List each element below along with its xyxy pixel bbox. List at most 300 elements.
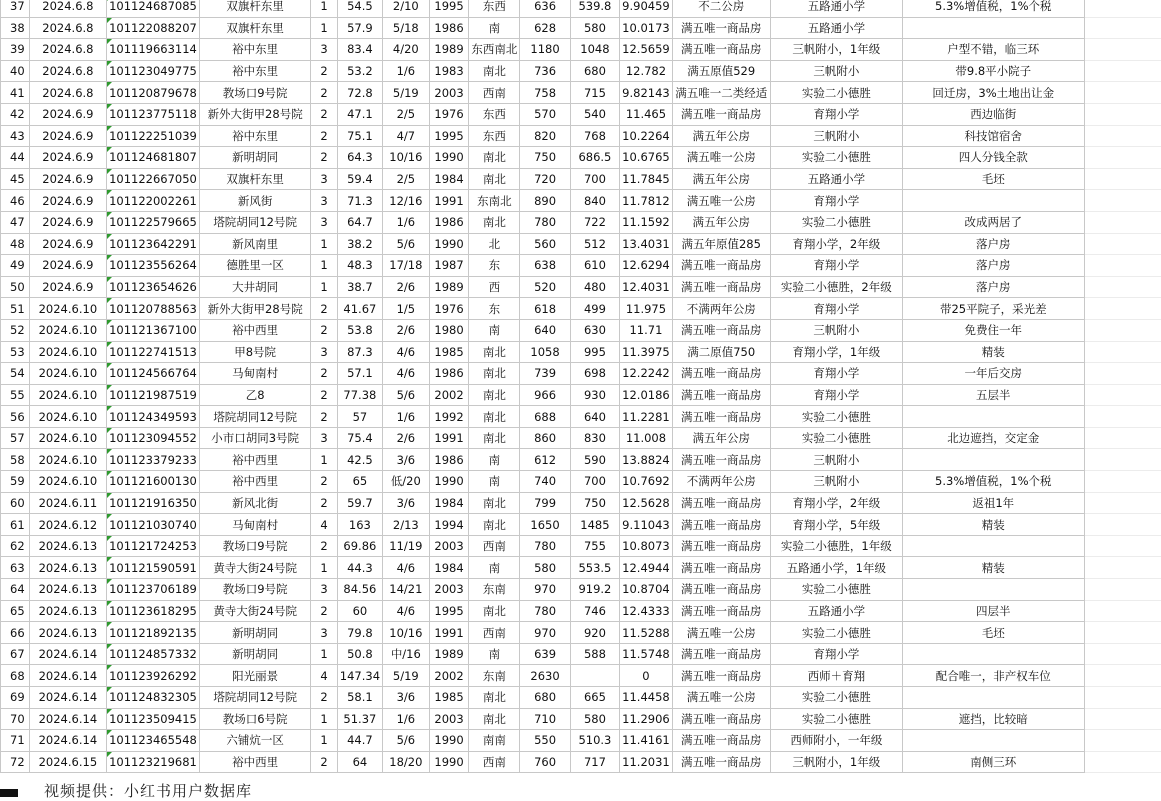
cell-type[interactable]: 满二原值750: [672, 341, 770, 363]
cell-listed[interactable]: 758: [520, 82, 570, 104]
cell-type[interactable]: 满五唯一商品房: [672, 643, 770, 665]
cell-area[interactable]: 53.2: [337, 60, 382, 82]
cell-school[interactable]: 实验二小德胜: [770, 622, 902, 644]
cell-type[interactable]: 满五年原值285: [672, 233, 770, 255]
cell-school[interactable]: 实验二小德胜，1年级: [770, 535, 902, 557]
cell-empty[interactable]: [1084, 211, 1161, 233]
cell-type[interactable]: 满五唯一商品房: [672, 492, 770, 514]
cell-rooms[interactable]: 1: [311, 17, 337, 39]
cell-year[interactable]: 1989: [429, 643, 469, 665]
cell-area[interactable]: 163: [337, 514, 382, 536]
cell-rooms[interactable]: 1: [311, 233, 337, 255]
cell-id[interactable]: 101124566764: [107, 363, 200, 385]
cell-rooms[interactable]: 2: [311, 471, 337, 493]
cell-school[interactable]: 育翔小学，5年级: [770, 514, 902, 536]
table-row[interactable]: [1, 341, 1161, 363]
cell-deal[interactable]: 717: [570, 751, 619, 773]
cell-note[interactable]: 落户房: [902, 255, 1084, 277]
cell-rooms[interactable]: 3: [311, 622, 337, 644]
cell-empty[interactable]: [1084, 255, 1161, 277]
cell-dir[interactable]: 南: [469, 643, 520, 665]
cell-date[interactable]: 2024.6.8: [29, 82, 106, 104]
cell-year[interactable]: 1995: [429, 600, 469, 622]
cell-listed[interactable]: 966: [520, 384, 570, 406]
cell-deal[interactable]: 768: [570, 125, 619, 147]
cell-empty[interactable]: [1084, 190, 1161, 212]
cell-id[interactable]: 101123509415: [107, 708, 200, 730]
cell-n[interactable]: 50: [1, 276, 30, 298]
cell-n[interactable]: 37: [1, 0, 30, 17]
cell-school[interactable]: 实验二小德胜: [770, 427, 902, 449]
cell-school[interactable]: 三帆附小: [770, 449, 902, 471]
cell-n[interactable]: 64: [1, 579, 30, 601]
cell-area[interactable]: 54.5: [337, 0, 382, 17]
cell-school[interactable]: 育翔小学，2年级: [770, 492, 902, 514]
cell-rooms[interactable]: 1: [311, 643, 337, 665]
cell-area[interactable]: 69.86: [337, 535, 382, 557]
cell-deal[interactable]: 480: [570, 276, 619, 298]
table-row[interactable]: [1, 298, 1161, 320]
cell-deal[interactable]: 512: [570, 233, 619, 255]
cell-area[interactable]: 75.1: [337, 125, 382, 147]
cell-rooms[interactable]: 1: [311, 276, 337, 298]
cell-floor[interactable]: 10/16: [383, 622, 430, 644]
cell-empty[interactable]: [1084, 406, 1161, 428]
cell-dir[interactable]: 东西: [469, 125, 520, 147]
cell-floor[interactable]: 3/6: [383, 449, 430, 471]
cell-unit[interactable]: 13.8824: [620, 449, 673, 471]
cell-type[interactable]: 满五唯一商品房: [672, 514, 770, 536]
cell-empty[interactable]: [1084, 708, 1161, 730]
cell-id[interactable]: 101123556264: [107, 255, 200, 277]
cell-listed[interactable]: 750: [520, 147, 570, 169]
cell-note[interactable]: 北边遮挡，交定金: [902, 427, 1084, 449]
cell-type[interactable]: 满五唯一商品房: [672, 730, 770, 752]
cell-rooms[interactable]: 1: [311, 730, 337, 752]
cell-name[interactable]: 裕中西里: [199, 449, 311, 471]
cell-deal[interactable]: 539.8: [570, 0, 619, 17]
cell-n[interactable]: 40: [1, 60, 30, 82]
cell-n[interactable]: 56: [1, 406, 30, 428]
cell-floor[interactable]: 2/6: [383, 276, 430, 298]
cell-note[interactable]: 回迁房，3%土地出让金: [902, 82, 1084, 104]
cell-area[interactable]: 60: [337, 600, 382, 622]
cell-name[interactable]: 新外大街甲28号院: [199, 298, 311, 320]
cell-deal[interactable]: 610: [570, 255, 619, 277]
cell-dir[interactable]: 南北: [469, 514, 520, 536]
cell-n[interactable]: 72: [1, 751, 30, 773]
cell-name[interactable]: 教场口9号院: [199, 82, 311, 104]
table-row[interactable]: [1, 276, 1161, 298]
cell-floor[interactable]: 2/5: [383, 168, 430, 190]
cell-area[interactable]: 77.38: [337, 384, 382, 406]
cell-note[interactable]: 带9.8平小院子: [902, 60, 1084, 82]
cell-empty[interactable]: [1084, 579, 1161, 601]
cell-area[interactable]: 44.7: [337, 730, 382, 752]
cell-note[interactable]: 一年后交房: [902, 363, 1084, 385]
cell-deal[interactable]: 510.3: [570, 730, 619, 752]
cell-date[interactable]: 2024.6.10: [29, 427, 106, 449]
cell-type[interactable]: 满五唯一商品房: [672, 363, 770, 385]
cell-dir[interactable]: 南南: [469, 730, 520, 752]
cell-dir[interactable]: 西南: [469, 535, 520, 557]
cell-floor[interactable]: 11/19: [383, 535, 430, 557]
cell-date[interactable]: 2024.6.12: [29, 514, 106, 536]
cell-name[interactable]: 新明胡同: [199, 622, 311, 644]
cell-empty[interactable]: [1084, 341, 1161, 363]
cell-type[interactable]: 满五年公房: [672, 427, 770, 449]
cell-deal[interactable]: 930: [570, 384, 619, 406]
cell-type[interactable]: 满五唯一商品房: [672, 319, 770, 341]
cell-note[interactable]: 四层半: [902, 600, 1084, 622]
cell-name[interactable]: 马甸南村: [199, 514, 311, 536]
cell-school[interactable]: 五路通小学: [770, 17, 902, 39]
cell-name[interactable]: 塔院胡同12号院: [199, 211, 311, 233]
cell-type[interactable]: 满五唯一商品房: [672, 103, 770, 125]
table-row[interactable]: [1, 147, 1161, 169]
table-row[interactable]: [1, 39, 1161, 61]
cell-year[interactable]: 2003: [429, 579, 469, 601]
table-row[interactable]: [1, 233, 1161, 255]
cell-type[interactable]: 满五唯一商品房: [672, 449, 770, 471]
cell-note[interactable]: 南侧三环: [902, 751, 1084, 773]
cell-school[interactable]: 实验二小德胜: [770, 579, 902, 601]
cell-name[interactable]: 教场口9号院: [199, 579, 311, 601]
cell-n[interactable]: 52: [1, 319, 30, 341]
table-row[interactable]: [1, 600, 1161, 622]
cell-listed[interactable]: 688: [520, 406, 570, 428]
cell-n[interactable]: 71: [1, 730, 30, 752]
cell-note[interactable]: [902, 579, 1084, 601]
cell-deal[interactable]: 588: [570, 643, 619, 665]
cell-n[interactable]: 38: [1, 17, 30, 39]
cell-type[interactable]: 满五唯一公房: [672, 147, 770, 169]
cell-area[interactable]: 72.8: [337, 82, 382, 104]
table-row[interactable]: [1, 168, 1161, 190]
cell-floor[interactable]: 4/20: [383, 39, 430, 61]
cell-year[interactable]: 1986: [429, 363, 469, 385]
cell-rooms[interactable]: 1: [311, 708, 337, 730]
table-row[interactable]: [1, 427, 1161, 449]
cell-n[interactable]: 49: [1, 255, 30, 277]
cell-n[interactable]: 46: [1, 190, 30, 212]
cell-unit[interactable]: 12.4333: [620, 600, 673, 622]
cell-floor[interactable]: 2/6: [383, 319, 430, 341]
cell-dir[interactable]: 东: [469, 298, 520, 320]
cell-school[interactable]: 育翔小学，2年级: [770, 233, 902, 255]
cell-year[interactable]: 2003: [429, 535, 469, 557]
cell-school[interactable]: 三帆附小，1年级: [770, 751, 902, 773]
cell-deal[interactable]: 540: [570, 103, 619, 125]
cell-listed[interactable]: 680: [520, 687, 570, 709]
cell-area[interactable]: 79.8: [337, 622, 382, 644]
cell-unit[interactable]: 11.7845: [620, 168, 673, 190]
cell-note[interactable]: 落户房: [902, 276, 1084, 298]
cell-year[interactable]: 1986: [429, 449, 469, 471]
cell-date[interactable]: 2024.6.10: [29, 384, 106, 406]
cell-n[interactable]: 61: [1, 514, 30, 536]
cell-name[interactable]: 裕中西里: [199, 471, 311, 493]
cell-rooms[interactable]: 4: [311, 514, 337, 536]
cell-empty[interactable]: [1084, 39, 1161, 61]
cell-empty[interactable]: [1084, 0, 1161, 17]
cell-id[interactable]: 101123706189: [107, 579, 200, 601]
cell-n[interactable]: 68: [1, 665, 30, 687]
cell-dir[interactable]: 南北: [469, 384, 520, 406]
cell-deal[interactable]: 686.5: [570, 147, 619, 169]
cell-listed[interactable]: 970: [520, 622, 570, 644]
cell-unit[interactable]: 11.1592: [620, 211, 673, 233]
cell-n[interactable]: 57: [1, 427, 30, 449]
cell-school[interactable]: 五路通小学: [770, 0, 902, 17]
cell-floor[interactable]: 1/6: [383, 708, 430, 730]
cell-type[interactable]: 满五年公房: [672, 211, 770, 233]
cell-type[interactable]: 满五唯一商品房: [672, 535, 770, 557]
cell-note[interactable]: 四人分钱全款: [902, 147, 1084, 169]
cell-listed[interactable]: 640: [520, 319, 570, 341]
cell-unit[interactable]: 12.782: [620, 60, 673, 82]
cell-type[interactable]: 满五唯一商品房: [672, 384, 770, 406]
cell-area[interactable]: 41.67: [337, 298, 382, 320]
cell-area[interactable]: 44.3: [337, 557, 382, 579]
cell-note[interactable]: 西边临街: [902, 103, 1084, 125]
cell-date[interactable]: 2024.6.10: [29, 449, 106, 471]
cell-rooms[interactable]: 2: [311, 492, 337, 514]
cell-school[interactable]: 三帆附小: [770, 125, 902, 147]
cell-year[interactable]: 1984: [429, 557, 469, 579]
cell-area[interactable]: 83.4: [337, 39, 382, 61]
cell-floor[interactable]: 3/6: [383, 492, 430, 514]
cell-n[interactable]: 43: [1, 125, 30, 147]
cell-n[interactable]: 44: [1, 147, 30, 169]
cell-unit[interactable]: 9.11043: [620, 514, 673, 536]
cell-unit[interactable]: 9.90459: [620, 0, 673, 17]
cell-id[interactable]: 101123926292: [107, 665, 200, 687]
cell-listed[interactable]: 628: [520, 17, 570, 39]
cell-date[interactable]: 2024.6.9: [29, 211, 106, 233]
cell-date[interactable]: 2024.6.9: [29, 125, 106, 147]
cell-name[interactable]: 阳光丽景: [199, 665, 311, 687]
cell-listed[interactable]: 639: [520, 643, 570, 665]
cell-rooms[interactable]: 3: [311, 579, 337, 601]
cell-empty[interactable]: [1084, 622, 1161, 644]
cell-rooms[interactable]: 2: [311, 82, 337, 104]
cell-type[interactable]: 满五唯一商品房: [672, 665, 770, 687]
cell-date[interactable]: 2024.6.14: [29, 730, 106, 752]
cell-unit[interactable]: 11.7812: [620, 190, 673, 212]
cell-empty[interactable]: [1084, 103, 1161, 125]
cell-listed[interactable]: 570: [520, 103, 570, 125]
cell-school[interactable]: 西师附小，一年级: [770, 730, 902, 752]
cell-year[interactable]: 2003: [429, 708, 469, 730]
cell-listed[interactable]: 720: [520, 168, 570, 190]
cell-id[interactable]: 101123775118: [107, 103, 200, 125]
cell-listed[interactable]: 860: [520, 427, 570, 449]
cell-note[interactable]: [902, 535, 1084, 557]
cell-date[interactable]: 2024.6.8: [29, 60, 106, 82]
cell-empty[interactable]: [1084, 751, 1161, 773]
cell-year[interactable]: 1990: [429, 233, 469, 255]
cell-floor[interactable]: 14/21: [383, 579, 430, 601]
cell-id[interactable]: 101121916350: [107, 492, 200, 514]
cell-n[interactable]: 51: [1, 298, 30, 320]
cell-rooms[interactable]: 2: [311, 298, 337, 320]
cell-note[interactable]: [902, 643, 1084, 665]
cell-note[interactable]: [902, 687, 1084, 709]
table-row[interactable]: [1, 82, 1161, 104]
cell-listed[interactable]: 618: [520, 298, 570, 320]
cell-deal[interactable]: 715: [570, 82, 619, 104]
cell-name[interactable]: 塔院胡同12号院: [199, 406, 311, 428]
cell-rooms[interactable]: 3: [311, 168, 337, 190]
cell-rooms[interactable]: 2: [311, 319, 337, 341]
cell-floor[interactable]: 4/7: [383, 125, 430, 147]
cell-school[interactable]: 实验二小德胜: [770, 211, 902, 233]
cell-unit[interactable]: 11.2031: [620, 751, 673, 773]
cell-floor[interactable]: 5/19: [383, 665, 430, 687]
cell-empty[interactable]: [1084, 427, 1161, 449]
cell-id[interactable]: 101123642291: [107, 233, 200, 255]
cell-dir[interactable]: 南: [469, 471, 520, 493]
cell-year[interactable]: 1995: [429, 125, 469, 147]
cell-year[interactable]: 2002: [429, 384, 469, 406]
cell-area[interactable]: 38.2: [337, 233, 382, 255]
cell-unit[interactable]: 11.2906: [620, 708, 673, 730]
cell-date[interactable]: 2024.6.14: [29, 687, 106, 709]
cell-n[interactable]: 59: [1, 471, 30, 493]
cell-type[interactable]: 满五唯一商品房: [672, 17, 770, 39]
cell-dir[interactable]: 南: [469, 319, 520, 341]
table-row[interactable]: [1, 579, 1161, 601]
cell-n[interactable]: 69: [1, 687, 30, 709]
cell-empty[interactable]: [1084, 643, 1161, 665]
cell-type[interactable]: 满五唯一商品房: [672, 406, 770, 428]
cell-floor[interactable]: 10/16: [383, 147, 430, 169]
table-row[interactable]: [1, 363, 1161, 385]
cell-name[interactable]: 新风北街: [199, 492, 311, 514]
cell-name[interactable]: 黄寺大街24号院: [199, 557, 311, 579]
cell-area[interactable]: 59.7: [337, 492, 382, 514]
cell-floor[interactable]: 2/13: [383, 514, 430, 536]
cell-area[interactable]: 64.7: [337, 211, 382, 233]
cell-id[interactable]: 101124687085: [107, 0, 200, 17]
cell-deal[interactable]: 700: [570, 471, 619, 493]
cell-date[interactable]: 2024.6.10: [29, 363, 106, 385]
cell-id[interactable]: 101124681807: [107, 147, 200, 169]
cell-empty[interactable]: [1084, 168, 1161, 190]
cell-rooms[interactable]: 3: [311, 341, 337, 363]
cell-school[interactable]: 育翔小学，1年级: [770, 341, 902, 363]
cell-note[interactable]: [902, 449, 1084, 471]
cell-floor[interactable]: 2/6: [383, 427, 430, 449]
cell-year[interactable]: 1989: [429, 39, 469, 61]
cell-empty[interactable]: [1084, 514, 1161, 536]
cell-school[interactable]: 实验二小德胜: [770, 82, 902, 104]
cell-n[interactable]: 58: [1, 449, 30, 471]
cell-date[interactable]: 2024.6.10: [29, 406, 106, 428]
cell-dir[interactable]: 东西南北: [469, 39, 520, 61]
table-row[interactable]: [1, 557, 1161, 579]
cell-name[interactable]: 塔院胡同12号院: [199, 687, 311, 709]
cell-note[interactable]: 户型不错，临三环: [902, 39, 1084, 61]
cell-year[interactable]: 2002: [429, 665, 469, 687]
cell-floor[interactable]: 中/16: [383, 643, 430, 665]
cell-deal[interactable]: 580: [570, 17, 619, 39]
cell-listed[interactable]: 780: [520, 535, 570, 557]
cell-date[interactable]: 2024.6.13: [29, 579, 106, 601]
cell-unit[interactable]: 11.4161: [620, 730, 673, 752]
cell-id[interactable]: 101121030740: [107, 514, 200, 536]
cell-id[interactable]: 101123654626: [107, 276, 200, 298]
table-row[interactable]: [1, 535, 1161, 557]
cell-listed[interactable]: 580: [520, 557, 570, 579]
cell-note[interactable]: 毛坯: [902, 622, 1084, 644]
cell-dir[interactable]: 南: [469, 557, 520, 579]
cell-unit[interactable]: 12.5659: [620, 39, 673, 61]
cell-empty[interactable]: [1084, 147, 1161, 169]
cell-id[interactable]: 101123465548: [107, 730, 200, 752]
cell-empty[interactable]: [1084, 125, 1161, 147]
cell-dir[interactable]: 南北: [469, 60, 520, 82]
cell-id[interactable]: 101120879678: [107, 82, 200, 104]
cell-unit[interactable]: 11.3975: [620, 341, 673, 363]
cell-rooms[interactable]: 2: [311, 125, 337, 147]
cell-year[interactable]: 1984: [429, 168, 469, 190]
cell-year[interactable]: 1992: [429, 406, 469, 428]
cell-unit[interactable]: 12.4031: [620, 276, 673, 298]
table-row[interactable]: [1, 319, 1161, 341]
cell-listed[interactable]: 780: [520, 600, 570, 622]
cell-n[interactable]: 70: [1, 708, 30, 730]
cell-year[interactable]: 1991: [429, 427, 469, 449]
cell-school[interactable]: 五路通小学: [770, 600, 902, 622]
cell-type[interactable]: 满五唯一二类经适: [672, 82, 770, 104]
cell-rooms[interactable]: 4: [311, 665, 337, 687]
cell-unit[interactable]: 10.7692: [620, 471, 673, 493]
cell-id[interactable]: 101122741513: [107, 341, 200, 363]
table-row[interactable]: [1, 60, 1161, 82]
cell-note[interactable]: 精装: [902, 557, 1084, 579]
cell-unit[interactable]: 13.4031: [620, 233, 673, 255]
cell-date[interactable]: 2024.6.14: [29, 665, 106, 687]
cell-id[interactable]: 101119663114: [107, 39, 200, 61]
cell-note[interactable]: 5.3%增值税，1%个税: [902, 471, 1084, 493]
cell-rooms[interactable]: 1: [311, 255, 337, 277]
cell-year[interactable]: 1983: [429, 60, 469, 82]
cell-dir[interactable]: 东西: [469, 0, 520, 17]
cell-deal[interactable]: 840: [570, 190, 619, 212]
cell-deal[interactable]: 920: [570, 622, 619, 644]
cell-n[interactable]: 42: [1, 103, 30, 125]
cell-date[interactable]: 2024.6.15: [29, 751, 106, 773]
cell-area[interactable]: 87.3: [337, 341, 382, 363]
cell-dir[interactable]: 南北: [469, 211, 520, 233]
cell-note[interactable]: 精装: [902, 514, 1084, 536]
cell-school[interactable]: 育翔小学: [770, 298, 902, 320]
cell-listed[interactable]: 520: [520, 276, 570, 298]
cell-n[interactable]: 45: [1, 168, 30, 190]
cell-id[interactable]: 101124832305: [107, 687, 200, 709]
cell-note[interactable]: 免费住一年: [902, 319, 1084, 341]
table-row[interactable]: [1, 211, 1161, 233]
cell-school[interactable]: 育翔小学: [770, 255, 902, 277]
cell-listed[interactable]: 550: [520, 730, 570, 752]
cell-listed[interactable]: 1650: [520, 514, 570, 536]
cell-area[interactable]: 84.56: [337, 579, 382, 601]
cell-deal[interactable]: 700: [570, 168, 619, 190]
cell-empty[interactable]: [1084, 384, 1161, 406]
cell-rooms[interactable]: 3: [311, 427, 337, 449]
